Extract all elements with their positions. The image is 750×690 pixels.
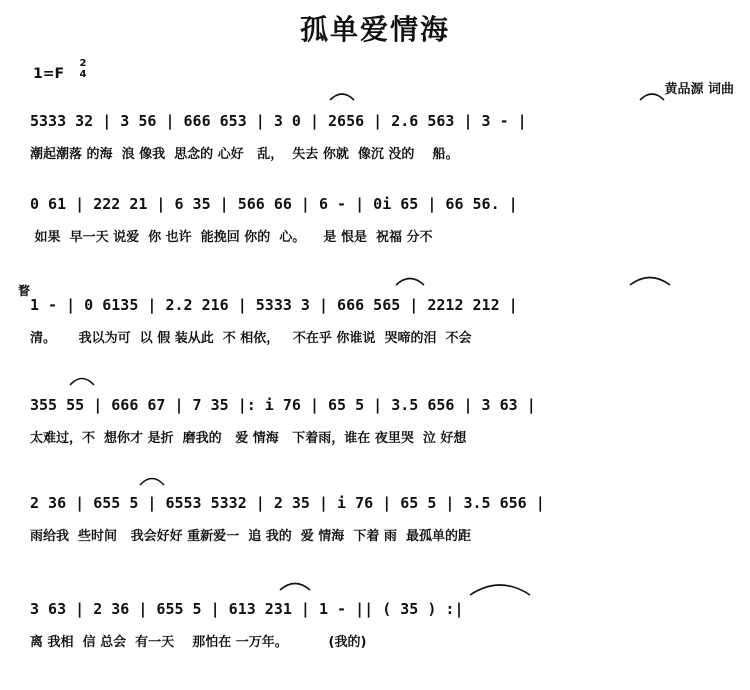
lyrics-line: 太难过，不 想你才 是折 磨我的 爱 情海 下着雨，谁在 夜里哭 泣 好想 <box>30 431 467 446</box>
slur-arc <box>640 94 664 100</box>
score-row-3 <box>0 296 750 386</box>
score-row-6 <box>0 600 750 690</box>
notation-line: 1 - | 0 6135 | 2.2 216 | 5333 3 | 666 565 | 2212 212 | <box>30 296 518 314</box>
time-numerator: 2 <box>79 58 87 69</box>
composer-credit: 黄品源 词曲 <box>664 82 734 97</box>
slur-arc <box>280 584 310 591</box>
score-title: 孤单爱情海 <box>299 13 450 46</box>
score-row-4 <box>0 396 750 486</box>
notation-line: 5333 32 | 3 56 | 666 653 | 3 0 | 2656 | 2.6 563 | 3 - | <box>30 112 527 130</box>
notation-line: 2 36 | 655 5 | 6553 5332 | 2 35 | i 76 | 65 5 | 3.5 656 | <box>30 494 545 512</box>
score-row-2 <box>0 195 750 285</box>
score-row-1 <box>0 112 750 202</box>
lyrics-line: 雨给我 些时间 我会好好 重新爱一 追 我的 爱 情海 下着 雨 最孤单的距 <box>30 529 471 544</box>
slur-arc <box>330 94 354 100</box>
lyrics-line: 如果 早一天 说爱 你 也许 能挽回 你的 心。 是 恨是 祝福 分不 <box>30 230 433 245</box>
time-signature <box>78 58 88 80</box>
notation-line: 3 63 | 2 36 | 655 5 | 613 231 | 1 - || ( 35 ) :| <box>30 600 464 618</box>
lyrics-line: 潮起潮落 的海 浪 像我 思念的 心好 乱， 失去 你就 像沉 没的 船。 <box>30 147 459 162</box>
row-marker: 瞀 <box>18 284 31 298</box>
slur-arc <box>470 585 530 595</box>
notation-line: 0 61 | 222 21 | 6 35 | 566 66 | 6 - | 0i 65 | 66 56. | <box>30 195 518 213</box>
lyrics-line: 离 我相 信 总会 有一天 那怕在 一万年。 (我的) <box>30 635 367 650</box>
lyrics-line: 清。 我以为可 以 假 装从此 不 相依， 不在乎 你谁说 哭啼的泪 不会 <box>30 331 472 346</box>
time-denominator: 4 <box>79 69 87 80</box>
notation-line: 355 55 | 666 67 | 7 35 |: i 76 | 65 5 | 3.5 656 | 3 63 | <box>30 396 536 414</box>
score-row-5 <box>0 494 750 584</box>
key-signature: 1=F <box>33 66 65 82</box>
